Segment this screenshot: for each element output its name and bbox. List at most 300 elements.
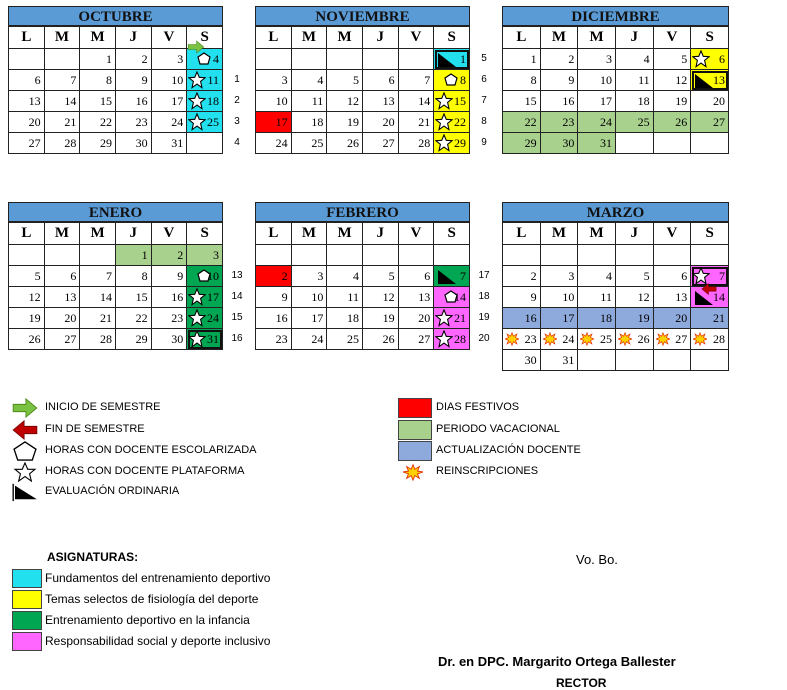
day-cell xyxy=(9,308,45,329)
day-number: 26 xyxy=(28,331,41,346)
week-number: 15 xyxy=(231,312,243,323)
weekday-header: V xyxy=(653,223,691,245)
star-icon xyxy=(435,309,453,327)
day-number: 1 xyxy=(530,51,537,66)
weekday-header: L xyxy=(9,27,45,49)
day-number: 20 xyxy=(418,310,431,325)
day-cell xyxy=(327,91,363,112)
day-number: 15 xyxy=(454,93,466,108)
day-cell xyxy=(256,287,292,308)
day-number: 9 xyxy=(530,289,537,304)
day-cell xyxy=(187,91,223,112)
day-cell xyxy=(653,70,691,91)
day-cell xyxy=(398,287,434,308)
day-number: 28 xyxy=(418,135,431,150)
day-cell xyxy=(578,266,616,287)
signature-role: RECTOR xyxy=(556,676,607,690)
day-cell xyxy=(9,91,45,112)
burst-icon xyxy=(398,462,428,482)
day-cell xyxy=(691,91,729,112)
day-cell xyxy=(434,266,470,287)
day-cell xyxy=(115,287,151,308)
day-number: 16 xyxy=(135,93,148,108)
day-number: 24 xyxy=(275,135,288,150)
day-cell xyxy=(503,329,541,350)
day-cell xyxy=(187,329,223,350)
day-cell xyxy=(256,91,292,112)
day-cell xyxy=(653,49,691,70)
weekday-header: V xyxy=(151,223,187,245)
day-cell xyxy=(291,245,327,266)
evaluation-triangle-icon xyxy=(437,269,457,285)
day-cell xyxy=(434,70,470,91)
weekday-header: M xyxy=(44,223,80,245)
day-cell xyxy=(9,112,45,133)
burst-marker xyxy=(505,332,519,350)
day-cell xyxy=(256,49,292,70)
legend-festivos-label: DIAS FESTIVOS xyxy=(436,401,520,413)
day-cell xyxy=(80,329,116,350)
week-number: 13 xyxy=(231,270,243,281)
star-icon xyxy=(435,134,453,152)
day-cell xyxy=(691,112,729,133)
day-number: 10 xyxy=(275,93,288,108)
day-number: 24 xyxy=(599,114,612,129)
weekday-header: L xyxy=(256,27,292,49)
star-icon xyxy=(435,92,453,110)
month-title-febrero: FEBRERO xyxy=(255,202,470,222)
day-number: 31 xyxy=(171,135,184,150)
weekday-header: S xyxy=(187,27,223,49)
day-number: 20 xyxy=(713,93,725,108)
day-cell xyxy=(327,287,363,308)
weekday-header: M xyxy=(44,27,80,49)
week-number: 17 xyxy=(478,270,490,281)
day-cell xyxy=(151,287,187,308)
day-cell xyxy=(503,133,541,154)
day-number: 21 xyxy=(99,310,112,325)
day-cell xyxy=(691,70,729,91)
day-cell xyxy=(80,70,116,91)
day-number: 8 xyxy=(105,72,112,87)
calendar-noviembre xyxy=(255,6,470,154)
month-title-noviembre: NOVIEMBRE xyxy=(255,6,470,26)
day-number: 8 xyxy=(460,72,466,87)
day-number: 10 xyxy=(562,289,575,304)
day-number: 22 xyxy=(524,114,537,129)
day-cell xyxy=(151,70,187,91)
day-cell xyxy=(187,49,223,70)
day-cell xyxy=(187,112,223,133)
legend-escolarizada-label: HORAS CON DOCENTE ESCOLARIZADA xyxy=(45,444,257,456)
day-number: 28 xyxy=(713,331,725,346)
day-cell xyxy=(540,329,578,350)
legend-plataforma-label: HORAS CON DOCENTE PLATAFORMA xyxy=(45,465,245,477)
day-cell xyxy=(503,266,541,287)
day-number: 30 xyxy=(562,135,575,150)
day-number: 13 xyxy=(382,93,395,108)
day-number: 7 xyxy=(460,268,466,283)
day-number: 16 xyxy=(275,310,288,325)
star-icon xyxy=(188,309,206,327)
weekday-header: J xyxy=(115,27,151,49)
day-cell xyxy=(362,287,398,308)
day-cell xyxy=(44,91,80,112)
star-icon xyxy=(435,113,453,131)
day-cell xyxy=(615,133,653,154)
day-cell xyxy=(615,70,653,91)
weekday-header: J xyxy=(615,223,653,245)
day-number: 12 xyxy=(28,289,41,304)
legend-vacacional-label: PERIODO VACACIONAL xyxy=(436,423,560,435)
day-cell xyxy=(653,91,691,112)
day-cell xyxy=(615,266,653,287)
day-number: 28 xyxy=(99,331,112,346)
day-cell xyxy=(503,70,541,91)
day-cell xyxy=(80,308,116,329)
day-cell xyxy=(327,245,363,266)
star-icon xyxy=(188,330,206,348)
day-number: 18 xyxy=(207,93,219,108)
day-cell xyxy=(291,49,327,70)
day-number: 3 xyxy=(605,51,612,66)
day-number: 5 xyxy=(34,268,41,283)
day-cell xyxy=(187,133,223,154)
day-cell xyxy=(434,49,470,70)
day-cell xyxy=(291,70,327,91)
day-number: 14 xyxy=(713,289,725,304)
weekday-header: L xyxy=(503,223,541,245)
day-number: 2 xyxy=(141,51,148,66)
day-cell xyxy=(44,112,80,133)
day-cell xyxy=(398,70,434,91)
day-number: 2 xyxy=(530,268,537,283)
legend-actualizacion-label: ACTUALIZACIÓN DOCENTE xyxy=(436,444,581,456)
weekday-header: L xyxy=(503,27,541,49)
star-marker xyxy=(435,330,453,352)
day-number: 11 xyxy=(207,72,219,87)
legend-fin-label: FIN DE SEMESTRE xyxy=(45,423,145,435)
pentagon-marker xyxy=(444,73,458,90)
burst-icon xyxy=(505,332,519,346)
day-number: 2 xyxy=(281,268,288,283)
day-number: 9 xyxy=(177,268,184,283)
week-number: 8 xyxy=(481,116,487,127)
day-number: 15 xyxy=(135,289,148,304)
day-cell xyxy=(80,112,116,133)
day-number: 22 xyxy=(135,310,148,325)
day-cell xyxy=(578,49,616,70)
day-cell xyxy=(578,350,616,371)
day-cell xyxy=(256,70,292,91)
day-number: 3 xyxy=(317,268,324,283)
day-cell xyxy=(434,329,470,350)
weekday-header: M xyxy=(578,223,616,245)
day-cell xyxy=(615,329,653,350)
day-cell xyxy=(256,245,292,266)
burst-icon xyxy=(693,332,707,346)
day-cell xyxy=(187,287,223,308)
day-cell xyxy=(578,112,616,133)
day-cell xyxy=(327,49,363,70)
day-number: 30 xyxy=(524,352,537,367)
day-cell xyxy=(503,245,541,266)
day-cell xyxy=(151,266,187,287)
day-cell xyxy=(540,70,578,91)
day-number: 16 xyxy=(524,310,537,325)
day-cell xyxy=(362,70,398,91)
day-number: 4 xyxy=(643,51,650,66)
day-cell xyxy=(115,133,151,154)
day-cell xyxy=(256,308,292,329)
legend-inicio-label: INICIO DE SEMESTRE xyxy=(45,401,161,413)
day-cell xyxy=(151,133,187,154)
day-cell xyxy=(503,350,541,371)
day-number: 12 xyxy=(675,72,688,87)
vacacional-swatch xyxy=(398,420,432,440)
burst-marker xyxy=(580,332,594,350)
day-cell xyxy=(44,308,80,329)
day-cell xyxy=(653,133,691,154)
day-number: 13 xyxy=(418,289,431,304)
day-number: 18 xyxy=(311,114,324,129)
day-number: 9 xyxy=(281,289,288,304)
day-number: 3 xyxy=(213,247,219,262)
day-cell xyxy=(327,266,363,287)
day-cell xyxy=(327,308,363,329)
festivos-swatch xyxy=(398,398,432,418)
day-number: 26 xyxy=(346,135,359,150)
day-number: 14 xyxy=(64,93,77,108)
day-number: 21 xyxy=(64,114,77,129)
day-number: 22 xyxy=(99,114,112,129)
day-cell xyxy=(615,49,653,70)
day-cell xyxy=(362,133,398,154)
weekday-header: V xyxy=(398,223,434,245)
asignaturas-heading: ASIGNATURAS: xyxy=(47,550,139,564)
day-number: 17 xyxy=(599,93,612,108)
day-number: 16 xyxy=(171,289,184,304)
day-number: 21 xyxy=(454,310,466,325)
day-number: 27 xyxy=(28,135,41,150)
red-arrow-icon xyxy=(10,420,40,440)
day-cell xyxy=(540,49,578,70)
day-number: 11 xyxy=(638,72,650,87)
day-number: 9 xyxy=(568,72,575,87)
day-cell xyxy=(151,245,187,266)
subject-4: Responsabilidad social y deporte inclusivo xyxy=(45,634,271,648)
day-number: 17 xyxy=(275,114,288,129)
day-number: 3 xyxy=(281,72,288,87)
day-number: 23 xyxy=(275,331,288,346)
day-cell xyxy=(187,245,223,266)
day-cell xyxy=(362,308,398,329)
day-cell xyxy=(540,112,578,133)
star-icon xyxy=(188,71,206,89)
calendar-diciembre xyxy=(502,6,729,154)
month-title-diciembre: DICIEMBRE xyxy=(502,6,729,26)
actualizacion-swatch xyxy=(398,441,432,461)
day-number: 18 xyxy=(599,310,612,325)
day-number: 25 xyxy=(599,331,612,346)
day-cell xyxy=(256,133,292,154)
week-number: 20 xyxy=(478,333,490,344)
day-number: 12 xyxy=(637,289,650,304)
day-cell xyxy=(291,91,327,112)
day-cell xyxy=(362,91,398,112)
day-cell xyxy=(327,329,363,350)
day-number: 27 xyxy=(64,331,77,346)
day-number: 28 xyxy=(454,331,466,346)
subject-3: Entrenamiento deportivo en la infancia xyxy=(45,613,250,627)
day-number: 20 xyxy=(382,114,395,129)
star-marker xyxy=(435,134,453,156)
calendar-marzo xyxy=(502,202,729,371)
day-cell xyxy=(291,329,327,350)
weekday-header: V xyxy=(398,27,434,49)
day-number: 4 xyxy=(317,72,324,87)
green-arrow-icon xyxy=(187,40,205,54)
day-number: 17 xyxy=(562,310,575,325)
day-cell xyxy=(115,266,151,287)
day-cell xyxy=(9,287,45,308)
day-cell xyxy=(327,133,363,154)
day-cell xyxy=(691,287,729,308)
day-number: 7 xyxy=(105,268,112,283)
day-number: 30 xyxy=(135,135,148,150)
burst-marker xyxy=(618,332,632,350)
day-cell xyxy=(115,245,151,266)
day-number: 17 xyxy=(207,289,219,304)
day-number: 13 xyxy=(28,93,41,108)
day-cell xyxy=(653,245,691,266)
day-cell xyxy=(615,112,653,133)
weekday-header: L xyxy=(9,223,45,245)
burst-icon xyxy=(580,332,594,346)
day-cell xyxy=(80,91,116,112)
day-number: 1 xyxy=(141,247,148,262)
day-number: 14 xyxy=(454,289,466,304)
day-number: 21 xyxy=(418,114,431,129)
day-number: 5 xyxy=(352,72,359,87)
day-number: 23 xyxy=(171,310,184,325)
day-cell xyxy=(151,308,187,329)
day-cell xyxy=(653,329,691,350)
day-number: 10 xyxy=(599,72,612,87)
day-number: 31 xyxy=(599,135,612,150)
month-title-enero: ENERO xyxy=(8,202,223,222)
week-number: 9 xyxy=(481,137,487,148)
day-cell xyxy=(291,308,327,329)
day-cell xyxy=(691,245,729,266)
day-number: 5 xyxy=(643,268,650,283)
day-number: 13 xyxy=(64,289,77,304)
weekday-header: S xyxy=(434,27,470,49)
day-number: 6 xyxy=(681,268,688,283)
day-number: 28 xyxy=(64,135,77,150)
day-cell xyxy=(540,245,578,266)
day-number: 15 xyxy=(524,93,537,108)
calendar-octubre xyxy=(8,6,223,154)
day-number: 25 xyxy=(207,114,219,129)
weekday-header: V xyxy=(151,27,187,49)
day-number: 26 xyxy=(637,331,650,346)
weekday-header: M xyxy=(327,223,363,245)
day-number: 1 xyxy=(460,51,466,66)
green-arrow-icon xyxy=(10,398,40,418)
day-cell xyxy=(291,112,327,133)
day-cell xyxy=(187,308,223,329)
day-cell xyxy=(578,287,616,308)
day-cell xyxy=(362,245,398,266)
day-cell xyxy=(115,49,151,70)
day-number: 21 xyxy=(713,310,725,325)
day-cell xyxy=(44,287,80,308)
day-number: 17 xyxy=(171,93,184,108)
day-cell xyxy=(540,308,578,329)
day-cell xyxy=(9,245,45,266)
day-cell xyxy=(398,266,434,287)
day-number: 1 xyxy=(105,51,112,66)
day-cell xyxy=(503,91,541,112)
day-cell xyxy=(578,245,616,266)
day-number: 29 xyxy=(524,135,537,150)
day-cell xyxy=(9,49,45,70)
day-cell xyxy=(9,70,45,91)
evaluation-triangle-icon xyxy=(694,73,714,89)
day-cell xyxy=(691,49,729,70)
evaluation-triangle-icon xyxy=(437,52,457,68)
pentagon-icon xyxy=(10,441,40,461)
day-number: 27 xyxy=(713,114,725,129)
star-icon xyxy=(188,113,206,131)
weekday-header: M xyxy=(80,27,116,49)
day-number: 11 xyxy=(311,93,324,108)
subject-swatch-yellow xyxy=(12,590,42,609)
day-number: 6 xyxy=(719,51,725,66)
day-cell xyxy=(398,112,434,133)
day-cell xyxy=(362,266,398,287)
day-cell xyxy=(115,70,151,91)
day-cell xyxy=(578,133,616,154)
day-cell xyxy=(291,133,327,154)
day-number: 25 xyxy=(637,114,650,129)
pentagon-icon xyxy=(444,73,458,86)
week-number: 19 xyxy=(478,312,490,323)
day-number: 7 xyxy=(719,268,725,283)
day-number: 12 xyxy=(346,93,359,108)
day-cell xyxy=(80,245,116,266)
day-number: 23 xyxy=(135,114,148,129)
day-cell xyxy=(9,329,45,350)
weekday-header: M xyxy=(578,27,616,49)
weekday-header: S xyxy=(691,223,729,245)
month-title-octubre: OCTUBRE xyxy=(8,6,223,26)
day-cell xyxy=(362,49,398,70)
day-cell xyxy=(291,266,327,287)
burst-icon xyxy=(656,332,670,346)
day-number: 20 xyxy=(64,310,77,325)
week-number: 16 xyxy=(231,333,243,344)
day-number: 12 xyxy=(382,289,395,304)
weekday-header: M xyxy=(291,27,327,49)
day-number: 10 xyxy=(311,289,324,304)
day-number: 16 xyxy=(562,93,575,108)
day-number: 30 xyxy=(171,331,184,346)
star-icon xyxy=(435,330,453,348)
day-number: 29 xyxy=(99,135,112,150)
weekday-header: S xyxy=(434,223,470,245)
